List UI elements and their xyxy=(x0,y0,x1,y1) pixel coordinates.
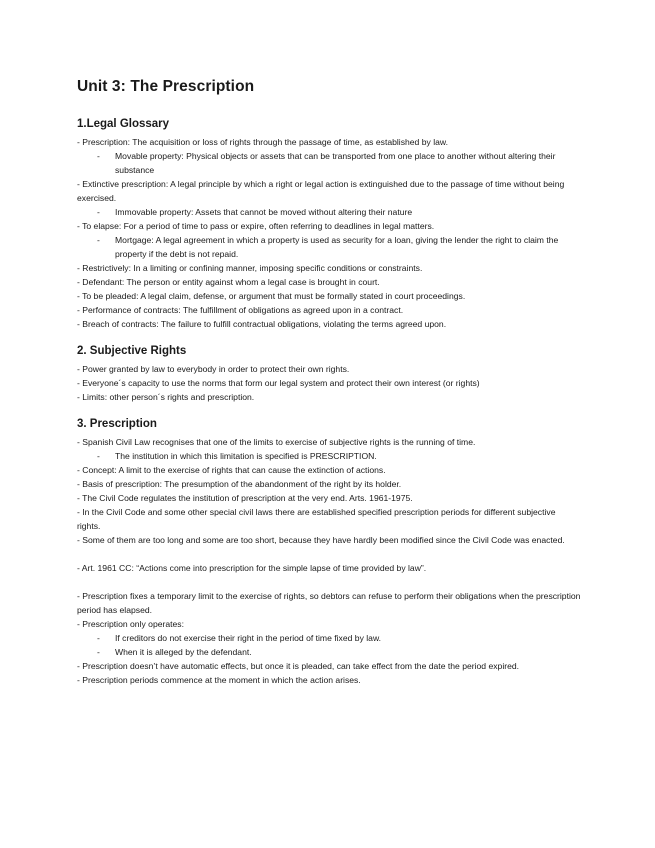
prescription-entry: - Prescription doesn’t have automatic effects, but once it is pleaded, can take effect from the date the period expired. xyxy=(77,661,520,671)
rights-entry: - Everyone´s capacity to use the norms that form our legal system and protect their own interest (or rights) xyxy=(77,378,480,388)
section-heading: 1.Legal Glossary xyxy=(77,118,170,130)
glossary-entry: - Performance of contracts: The fulfillment of obligations as agreed upon in a contract. xyxy=(77,305,404,315)
section-subjective-rights xyxy=(77,344,581,404)
glossary-entry: - Breach of contracts: The failure to fulfill contractual obligations, violating the terms agreed upon. xyxy=(77,319,447,329)
glossary-entry: - To elapse: For a period of time to pass or expire, often referring to deadlines in legal matters. xyxy=(77,221,435,231)
glossary-entry: - Defendant: The person or entity against whom a legal case is brought in court. xyxy=(77,277,380,287)
rights-entry: - Limits: other person´s rights and prescription. xyxy=(77,392,255,402)
page-title: Unit 3: The Prescription xyxy=(77,78,255,95)
prescription-entry: - Art. 1961 CC: “Actions come into prescription for the simple lapse of time provided by law”. xyxy=(77,563,427,573)
dash-bullet: - xyxy=(97,647,100,657)
paragraph-gap xyxy=(77,547,581,561)
dash-bullet: - xyxy=(97,151,100,161)
prescription-entry: - Prescription only operates: xyxy=(77,619,184,629)
prescription-entry: - Concept: A limit to the exercise of rights that can cause the extinction of actions. xyxy=(77,465,386,475)
section-legal-glossary xyxy=(77,117,581,331)
glossary-entry: - Extinctive prescription: A legal principle by which a right or legal action is extinguished due to the passage of time without being exercised. xyxy=(77,179,565,203)
glossary-sub-entry: - Movable property: Physical objects or assets that can be transported from one place to another without altering their substance xyxy=(97,151,556,175)
dash-bullet: - xyxy=(97,633,100,643)
prescription-entry: - The Civil Code regulates the institution of prescription at the very end. Arts. 1961-1975. xyxy=(77,493,413,503)
glossary-sub-entry: - Immovable property: Assets that cannot be moved without altering their nature xyxy=(97,207,413,217)
prescription-sub-entry: - If creditors do not exercise their right in the period of time fixed by law. xyxy=(97,633,382,643)
glossary-entry: - Restrictively: In a limiting or confining manner, imposing specific conditions or constraints. xyxy=(77,263,423,273)
dash-bullet: - xyxy=(97,451,100,461)
prescription-sub-entry: - When it is alleged by the defendant. xyxy=(97,647,252,657)
prescription-entry: - Basis of prescription: The presumption of the abandonment of the right by its holder. xyxy=(77,479,402,489)
paragraph-gap xyxy=(77,575,581,589)
prescription-entry: - Prescription fixes a temporary limit to the exercise of rights, so debtors can refuse to perform their obligations when the prescription period has elapsed. xyxy=(77,591,581,615)
dash-bullet: - xyxy=(97,235,100,245)
rights-entry: - Power granted by law to everybody in order to protect their own rights. xyxy=(77,364,350,374)
prescription-entry: - Prescription periods commence at the moment in which the action arises. xyxy=(77,675,361,685)
section-heading: 2. Subjective Rights xyxy=(77,345,187,357)
dash-bullet: - xyxy=(97,207,100,217)
glossary-entry: - Prescription: The acquisition or loss of rights through the passage of time, as established by law. xyxy=(77,137,448,147)
section-prescription xyxy=(77,417,581,687)
glossary-entry: - To be pleaded: A legal claim, defense, or argument that must be formally stated in court proceedings. xyxy=(77,291,466,301)
section-heading: 3. Prescription xyxy=(77,418,157,430)
prescription-entry: - Some of them are too long and some are too short, because they have hardly been modified since the Civil Code was enacted. xyxy=(77,535,565,545)
prescription-entry: - In the Civil Code and some other special civil laws there are established specified prescription periods for different subjective rights. xyxy=(77,507,556,531)
glossary-sub-entry: - Mortgage: A legal agreement in which a property is used as security for a loan, giving the lender the right to claim the property if the debt is not repaid. xyxy=(97,235,559,259)
prescription-entry: - Spanish Civil Law recognises that one of the limits to exercise of subjective rights is the running of time. xyxy=(77,437,476,447)
prescription-sub-entry: - The institution in which this limitation is specified is PRESCRIPTION. xyxy=(97,451,377,461)
